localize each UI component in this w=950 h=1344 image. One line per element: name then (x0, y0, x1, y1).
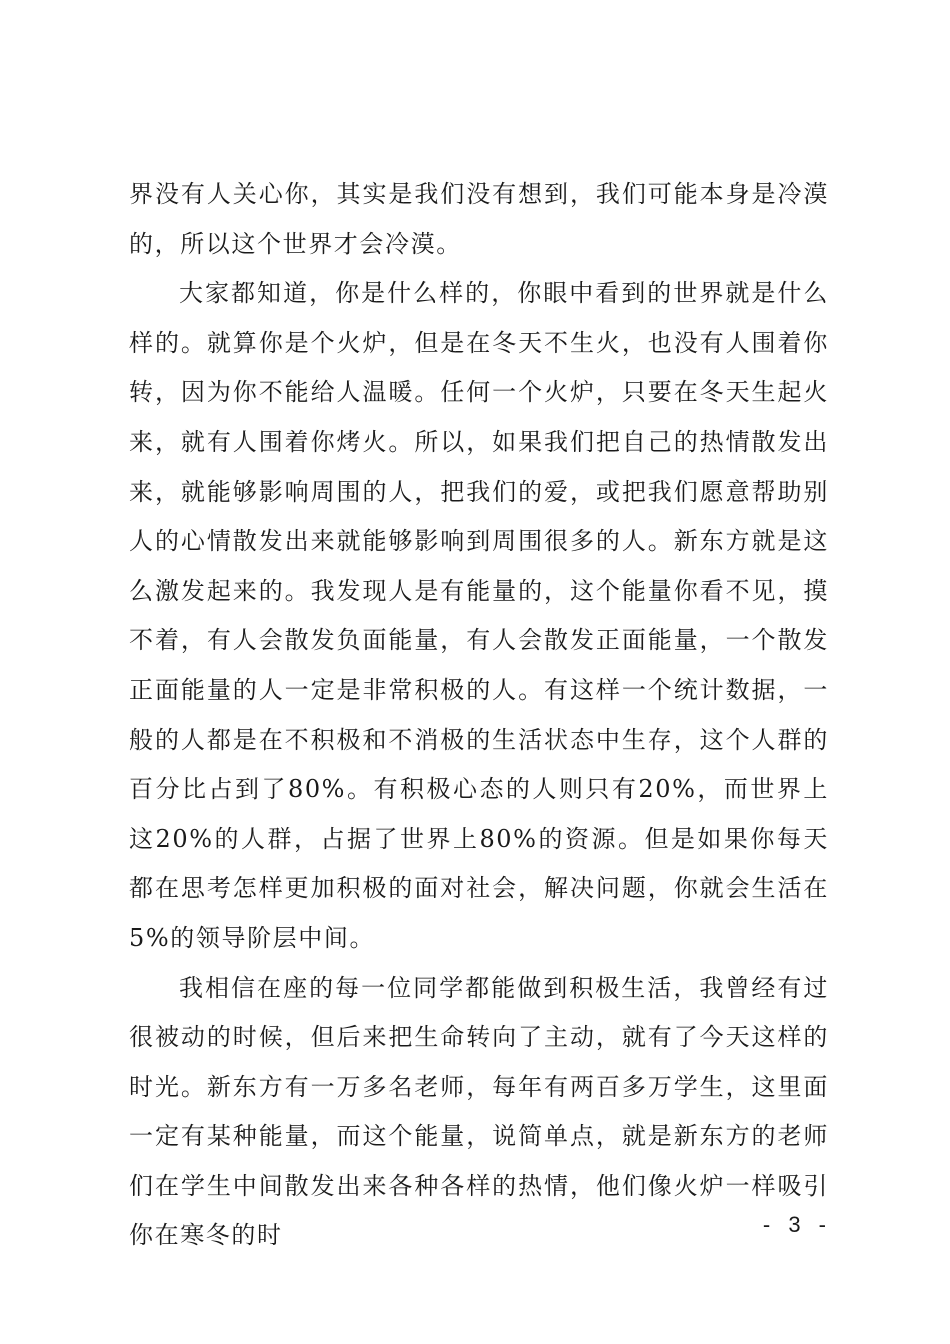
paragraph-world-view: 大家都知道，你是什么样的，你眼中看到的世界就是什么样的。就算你是个火炉，但是在冬天不生火，也没有人围着你转，因为你不能给人温暖。任何一个火炉，只要在冬天生起火来，就有人围着你烤火。所以，如果我们把自己的热情散发出来，就能够影响周围的人，把我们的爱，或把我们愿意帮助别人的心情散发出来就能够影响到周围很多的人。新东方就是这么激发起来的。我发现人是有能量的，这个能量你看不见，摸不着，有人会散发负面能量，有人会散发正面能量，一个散发正面能量的人一定是非常积极的人。有这样一个统计数据，一般的人都是在不积极和不消极的生活状态中生存，这个人群的百分比占到了80%。有积极心态的人则只有20%，而世界上这20%的人群，占据了世界上80%的资源。但是如果你每天都在思考怎样更加积极的面对社会，解决问题，你就会生活在5%的领导阶层中间。 (129, 279, 829, 952)
body-text (129, 170, 829, 1261)
paragraph-continuation: 界没有人关心你，其实是我们没有想到，我们可能本身是冷漠的，所以这个世界才会冷漠。 (129, 180, 829, 258)
paragraph-positive-living: 我相信在座的每一位同学都能做到积极生活，我曾经有过很被动的时候，但后来把生命转向了主动，就有了今天这样的时光。新东方有一万多名老师，每年有两百多万学生，这里面一定有某种能量，而这个能量，说简单点，就是新东方的老师们在学生中间散发出来各种各样的热情，他们像火炉一样吸引你在寒冬的时 (129, 973, 829, 1250)
page-number: - 3 - (762, 1212, 832, 1237)
